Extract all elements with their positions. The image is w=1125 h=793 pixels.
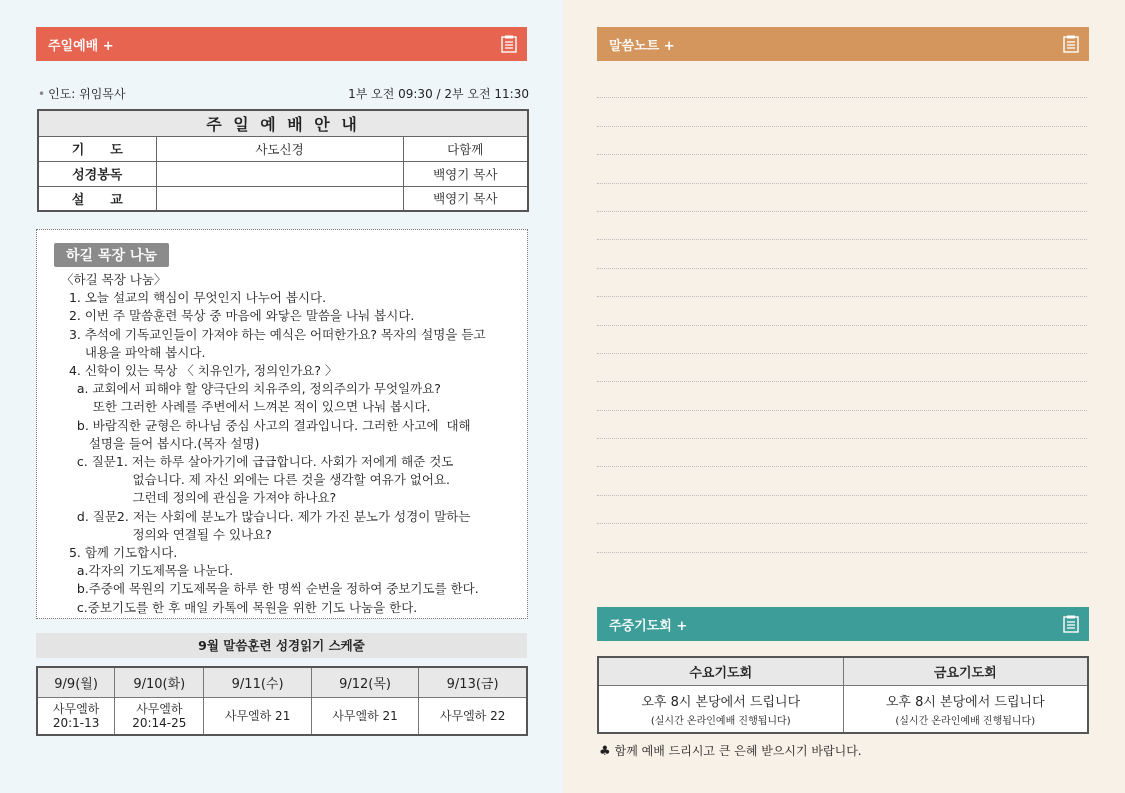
- prayer-header: 금요기도회: [843, 657, 1088, 685]
- prayer-cell-sub: (실시간 온라인예배 진행됩니다): [650, 715, 791, 727]
- schedule-reading-line: 사무엘하 21: [224, 708, 291, 723]
- sharing-line: c.중보기도를 한 후 매일 카톡에 목원을 위한 기도 나눔을 한다.: [61, 599, 418, 615]
- sharing-line: 그런데 정의에 관심을 가져야 하나요?: [61, 490, 337, 506]
- sharing-line: 정의와 연결될 수 있나요?: [61, 526, 272, 542]
- note-line: [597, 70, 1087, 98]
- worship-row-middle: [156, 161, 403, 186]
- sharing-line: b.주중에 목원의 기도제목을 하루 한 명씩 순번을 정하여 중보기도를 한다.: [61, 581, 479, 597]
- sharing-box: [36, 229, 528, 619]
- sharing-line: 3. 추석에 기독교인들이 가져야 하는 예식은 어떠한가요? 목자의 설명을 듣고: [61, 326, 486, 342]
- schedule-reading: [37, 697, 115, 735]
- worship-row-label: 성경봉독: [38, 161, 156, 186]
- prayer-header: 수요기도회: [598, 657, 843, 685]
- note-line: [597, 127, 1087, 155]
- sharing-tag: 하길 목장 나눔: [54, 243, 169, 267]
- sharing-line: 내용을 파악해 봅시다.: [61, 344, 206, 360]
- worship-table-title: 주 일 예 배 안 내: [38, 110, 528, 136]
- sharing-line: c. 질문1. 저는 하루 살아가기에 급급합니다. 사회가 저에게 해준 것도: [61, 454, 454, 470]
- note-line: [597, 496, 1087, 524]
- worship-row: [38, 136, 528, 161]
- schedule-reading: [204, 697, 311, 735]
- worship-row-right: 백영기 목사: [403, 186, 528, 211]
- note-icon: [1063, 35, 1079, 53]
- sharing-line: a.각자의 기도제목을 나눈다.: [61, 563, 234, 579]
- sharing-body: [61, 271, 521, 617]
- schedule-reading: [115, 697, 204, 735]
- schedule-table: [36, 666, 528, 736]
- sharing-line: 설명을 들어 봅시다.(목자 설명): [61, 435, 260, 451]
- sharing-line: 또한 그러한 사례를 주변에서 느껴본 적이 있으면 나눠 봅시다.: [61, 399, 431, 415]
- worship-table: [37, 109, 529, 212]
- schedule-reading-line: 20:1-13: [52, 715, 100, 730]
- note-line: [597, 269, 1087, 297]
- note-line: [597, 155, 1087, 183]
- note-icon: [1063, 615, 1079, 633]
- worship-row: [38, 186, 528, 211]
- prayer-table: [597, 656, 1089, 734]
- note-lines: [597, 70, 1087, 553]
- schedule-day: 9/12(목): [311, 667, 418, 697]
- note-line: [597, 212, 1087, 240]
- worship-bar[interactable]: [36, 27, 527, 61]
- note-line: [597, 98, 1087, 126]
- schedule-day: 9/9(월): [37, 667, 115, 697]
- note-icon: [501, 35, 517, 53]
- notes-bar-title: 말씀노트 +: [609, 38, 675, 54]
- sharing-line: 1. 오늘 설교의 핵심이 무엇인지 나누어 봅시다.: [61, 290, 327, 306]
- schedule-reading-line: 사무엘하 22: [439, 708, 506, 723]
- sharing-line: a. 교회에서 피해야 할 양극단의 치유주의, 정의주의가 무엇일까요?: [61, 381, 441, 397]
- worship-row-label: 기 도: [38, 136, 156, 161]
- worship-bar-title: 주일예배 +: [48, 38, 114, 54]
- note-line: [597, 467, 1087, 495]
- worship-row-right: 다함께: [403, 136, 528, 161]
- prayer-bar-title: 주중기도회 +: [609, 618, 688, 634]
- prayer-cell-sub: (실시간 온라인예배 진행됩니다): [895, 715, 1036, 727]
- note-line: [597, 524, 1087, 552]
- sharing-line: 2. 이번 주 말씀훈련 묵상 중 마음에 와닿은 말씀을 나눠 봅시다.: [61, 308, 415, 324]
- prayer-cell: [598, 685, 843, 733]
- schedule-reading-line: 사무엘하: [52, 701, 100, 716]
- note-line: [597, 382, 1087, 410]
- sharing-line: 5. 함께 기도합시다.: [61, 545, 178, 561]
- worship-times: 1부 오전 09:30 / 2부 오전 11:30: [348, 87, 529, 101]
- worship-row-label: 설 교: [38, 186, 156, 211]
- worship-row-middle: [156, 186, 403, 211]
- notes-bar[interactable]: [597, 27, 1089, 61]
- note-line: [597, 184, 1087, 212]
- sharing-line: 〈하길 목장 나눔〉: [61, 272, 167, 287]
- note-line: [597, 439, 1087, 467]
- note-line: [597, 354, 1087, 382]
- prayer-cell-main: 오후 8시 본당에서 드립니다: [641, 694, 801, 710]
- note-line: [597, 326, 1087, 354]
- schedule-reading-line: 사무엘하 21: [332, 708, 398, 723]
- sharing-line: b. 바람직한 균형은 하나님 중심 사고의 결과입니다. 그러한 사고에 대해: [61, 417, 471, 433]
- schedule-day: 9/13(금): [419, 667, 527, 697]
- schedule-reading: [311, 697, 418, 735]
- worship-leader: • 인도: 위임목사: [38, 85, 126, 102]
- sharing-line: 4. 신학이 있는 묵상 〈 치유인가, 정의인가요? 〉: [61, 363, 338, 379]
- schedule-day: 9/11(수): [204, 667, 311, 697]
- schedule-reading: [419, 697, 527, 735]
- note-line: [597, 411, 1087, 439]
- prayer-bar[interactable]: [597, 607, 1089, 641]
- footer-note: [599, 742, 862, 759]
- note-line: [597, 240, 1087, 268]
- worship-row: [38, 161, 528, 186]
- footer-note-text: 함께 예배 드리시고 큰 은혜 받으시기 바랍니다.: [614, 744, 862, 758]
- worship-meta: [38, 85, 529, 102]
- schedule-day: 9/10(화): [115, 667, 204, 697]
- schedule-title: 9월 말씀훈련 성경읽기 스케줄: [36, 633, 527, 658]
- schedule-reading-line: 사무엘하: [136, 701, 183, 716]
- sharing-line: 없습니다. 제 자신 외에는 다른 것을 생각할 여유가 없어요.: [61, 472, 450, 488]
- sharing-line: d. 질문2. 저는 사회에 분노가 많습니다. 제가 가진 분노가 성경이 말하는: [61, 508, 471, 524]
- schedule-reading-line: 20:14-25: [132, 715, 187, 730]
- prayer-cell: [843, 685, 1088, 733]
- right-page: [563, 0, 1125, 793]
- worship-row-middle: 사도신경: [156, 136, 403, 161]
- club-icon: ♣: [599, 744, 611, 759]
- note-line: [597, 297, 1087, 325]
- prayer-cell-main: 오후 8시 본당에서 드립니다: [885, 694, 1045, 710]
- worship-row-right: 백영기 목사: [403, 161, 528, 186]
